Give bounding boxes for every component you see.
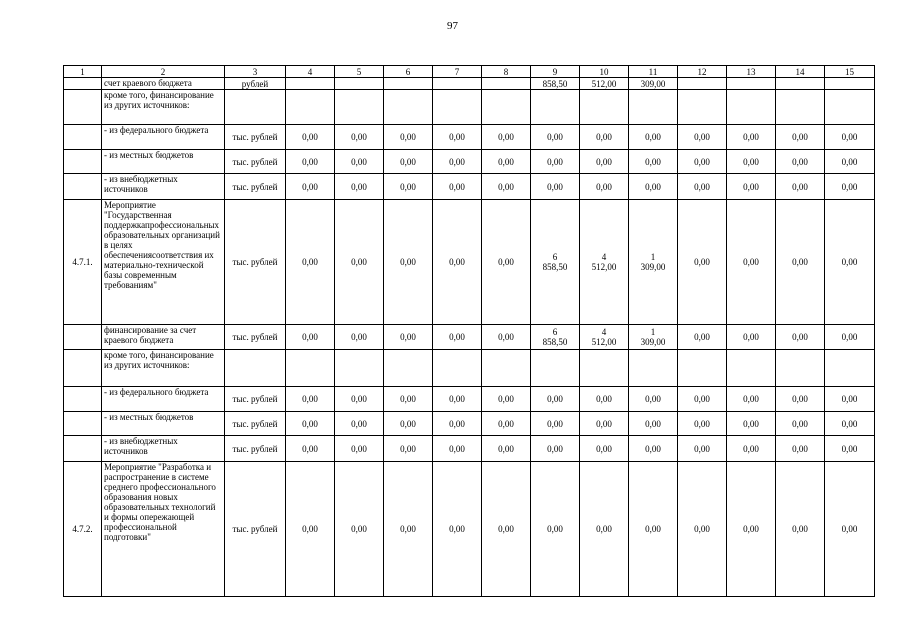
value-cell — [727, 90, 776, 125]
value-cell — [531, 350, 580, 387]
value-cell: 0,00 — [531, 125, 580, 150]
value-cell: 4 512,00 — [580, 325, 629, 350]
value-cell: 0,00 — [384, 200, 433, 325]
column-header: 4 — [286, 66, 335, 78]
row-code — [64, 350, 102, 387]
value-cell — [825, 90, 875, 125]
value-cell: 0,00 — [335, 412, 384, 436]
value-cell: 0,00 — [825, 125, 875, 150]
value-cell — [384, 78, 433, 90]
value-cell: 0,00 — [531, 412, 580, 436]
value-cell: 0,00 — [384, 436, 433, 462]
column-header: 14 — [776, 66, 825, 78]
value-cell: 0,00 — [482, 174, 531, 200]
table-row — [64, 125, 875, 150]
value-cell: 0,00 — [531, 387, 580, 412]
value-cell: 0,00 — [384, 325, 433, 350]
column-header: 13 — [727, 66, 776, 78]
row-name: - из федерального бюджета — [102, 387, 225, 412]
row-unit — [225, 90, 286, 125]
budget-table — [63, 65, 875, 597]
row-name: кроме того, финансирование из других источников: — [102, 350, 225, 387]
value-cell: 0,00 — [433, 150, 482, 174]
value-cell: 0,00 — [678, 412, 727, 436]
value-cell: 0,00 — [678, 436, 727, 462]
table-row — [64, 325, 875, 350]
column-header: 5 — [335, 66, 384, 78]
value-cell — [678, 350, 727, 387]
value-cell: 0,00 — [286, 436, 335, 462]
page-number: 97 — [447, 20, 458, 32]
value-cell: 0,00 — [678, 325, 727, 350]
row-name: - из федерального бюджета — [102, 125, 225, 150]
value-cell: 0,00 — [433, 462, 482, 597]
table-row — [64, 174, 875, 200]
value-cell: 0,00 — [727, 200, 776, 325]
value-cell: 0,00 — [678, 462, 727, 597]
row-code — [64, 436, 102, 462]
value-cell: 0,00 — [335, 200, 384, 325]
value-cell: 0,00 — [482, 325, 531, 350]
column-header: 2 — [102, 66, 225, 78]
value-cell: 0,00 — [776, 200, 825, 325]
value-cell: 0,00 — [825, 387, 875, 412]
value-cell — [825, 78, 875, 90]
table-row — [64, 78, 875, 90]
row-code — [64, 78, 102, 90]
value-cell — [482, 350, 531, 387]
table-row — [64, 436, 875, 462]
value-cell: 0,00 — [286, 150, 335, 174]
row-unit: тыс. рублей — [225, 436, 286, 462]
value-cell — [286, 90, 335, 125]
table-row — [64, 200, 875, 325]
row-unit — [225, 350, 286, 387]
column-header: 11 — [629, 66, 678, 78]
value-cell — [433, 90, 482, 125]
column-header: 1 — [64, 66, 102, 78]
value-cell: 0,00 — [727, 462, 776, 597]
row-name: - из местных бюджетов — [102, 412, 225, 436]
table-row — [64, 150, 875, 174]
row-unit: тыс. рублей — [225, 150, 286, 174]
table-row — [64, 387, 875, 412]
value-cell: 0,00 — [776, 436, 825, 462]
value-cell: 0,00 — [531, 150, 580, 174]
value-cell: 0,00 — [482, 436, 531, 462]
value-cell: 0,00 — [629, 412, 678, 436]
value-cell: 0,00 — [335, 462, 384, 597]
value-cell: 0,00 — [384, 387, 433, 412]
value-cell — [482, 78, 531, 90]
value-cell: 0,00 — [531, 462, 580, 597]
value-cell: 0,00 — [776, 412, 825, 436]
value-cell: 0,00 — [433, 412, 482, 436]
value-cell: 0,00 — [776, 387, 825, 412]
value-cell: 0,00 — [286, 174, 335, 200]
value-cell: 0,00 — [580, 150, 629, 174]
row-unit: тыс. рублей — [225, 412, 286, 436]
value-cell: 0,00 — [286, 200, 335, 325]
row-unit: рублей — [225, 78, 286, 90]
value-cell — [482, 90, 531, 125]
value-cell: 0,00 — [825, 150, 875, 174]
row-name: счет краевого бюджета — [102, 78, 225, 90]
value-cell — [433, 78, 482, 90]
value-cell: 0,00 — [286, 387, 335, 412]
table-row — [64, 90, 875, 125]
value-cell: 0,00 — [629, 462, 678, 597]
value-cell: 0,00 — [776, 150, 825, 174]
table-row — [64, 350, 875, 387]
value-cell: 309,00 — [629, 78, 678, 90]
value-cell: 0,00 — [825, 325, 875, 350]
row-name: - из внебюджетных источников — [102, 436, 225, 462]
value-cell: 0,00 — [482, 125, 531, 150]
row-code — [64, 90, 102, 125]
value-cell: 0,00 — [335, 387, 384, 412]
value-cell — [335, 90, 384, 125]
value-cell: 0,00 — [580, 387, 629, 412]
row-name: кроме того, финансирование из других источников: — [102, 90, 225, 125]
value-cell: 0,00 — [629, 436, 678, 462]
value-cell — [286, 78, 335, 90]
value-cell: 0,00 — [727, 325, 776, 350]
value-cell: 0,00 — [776, 325, 825, 350]
row-unit: тыс. рублей — [225, 200, 286, 325]
value-cell: 0,00 — [433, 125, 482, 150]
row-unit: тыс. рублей — [225, 462, 286, 597]
value-cell: 0,00 — [433, 387, 482, 412]
value-cell — [629, 350, 678, 387]
row-unit: тыс. рублей — [225, 325, 286, 350]
row-name: Мероприятие "Государственная поддержкапрофессиональных образовательных организаций в целях обеспечениясоответствия их материально-технической базы современным требованиям" — [102, 200, 225, 325]
value-cell: 0,00 — [727, 436, 776, 462]
value-cell: 0,00 — [531, 436, 580, 462]
value-cell: 0,00 — [678, 387, 727, 412]
table-row — [64, 462, 875, 597]
value-cell: 512,00 — [580, 78, 629, 90]
value-cell: 0,00 — [482, 200, 531, 325]
table-row — [64, 412, 875, 436]
value-cell: 0,00 — [482, 387, 531, 412]
value-cell: 0,00 — [678, 125, 727, 150]
value-cell: 0,00 — [776, 125, 825, 150]
value-cell: 858,50 — [531, 78, 580, 90]
value-cell: 0,00 — [335, 174, 384, 200]
value-cell — [776, 350, 825, 387]
value-cell: 0,00 — [580, 436, 629, 462]
value-cell — [678, 78, 727, 90]
row-name: финансирование за счет краевого бюджета — [102, 325, 225, 350]
value-cell: 0,00 — [580, 412, 629, 436]
row-name: - из местных бюджетов — [102, 150, 225, 174]
value-cell: 0,00 — [825, 436, 875, 462]
value-cell: 0,00 — [727, 412, 776, 436]
value-cell: 0,00 — [678, 150, 727, 174]
value-cell: 6 858,50 — [531, 200, 580, 325]
row-code — [64, 387, 102, 412]
value-cell: 0,00 — [335, 150, 384, 174]
value-cell: 0,00 — [727, 125, 776, 150]
column-header: 3 — [225, 66, 286, 78]
value-cell — [776, 78, 825, 90]
row-code — [64, 125, 102, 150]
value-cell: 0,00 — [580, 462, 629, 597]
row-code: 4.7.1. — [64, 200, 102, 325]
value-cell: 0,00 — [384, 174, 433, 200]
value-cell: 0,00 — [482, 462, 531, 597]
value-cell — [286, 350, 335, 387]
value-cell: 0,00 — [433, 325, 482, 350]
column-header: 9 — [531, 66, 580, 78]
value-cell: 0,00 — [678, 174, 727, 200]
value-cell — [384, 350, 433, 387]
value-cell: 0,00 — [825, 200, 875, 325]
column-header: 15 — [825, 66, 875, 78]
value-cell: 0,00 — [825, 174, 875, 200]
column-header: 12 — [678, 66, 727, 78]
row-name: - из внебюджетных источников — [102, 174, 225, 200]
value-cell — [531, 90, 580, 125]
value-cell — [384, 90, 433, 125]
value-cell: 0,00 — [727, 387, 776, 412]
row-code: 4.7.2. — [64, 462, 102, 597]
column-header: 7 — [433, 66, 482, 78]
header-row — [64, 66, 875, 78]
value-cell — [335, 78, 384, 90]
value-cell — [776, 90, 825, 125]
value-cell — [727, 78, 776, 90]
row-unit: тыс. рублей — [225, 387, 286, 412]
value-cell: 0,00 — [286, 412, 335, 436]
value-cell: 0,00 — [580, 174, 629, 200]
value-cell: 0,00 — [629, 125, 678, 150]
value-cell — [580, 90, 629, 125]
value-cell: 0,00 — [482, 150, 531, 174]
value-cell — [825, 350, 875, 387]
value-cell: 0,00 — [580, 125, 629, 150]
value-cell: 0,00 — [335, 325, 384, 350]
column-header: 6 — [384, 66, 433, 78]
value-cell — [678, 90, 727, 125]
value-cell: 0,00 — [825, 462, 875, 597]
value-cell — [580, 350, 629, 387]
value-cell: 4 512,00 — [580, 200, 629, 325]
value-cell: 1 309,00 — [629, 325, 678, 350]
value-cell: 0,00 — [776, 174, 825, 200]
value-cell — [629, 90, 678, 125]
value-cell: 0,00 — [776, 462, 825, 597]
value-cell: 0,00 — [286, 325, 335, 350]
row-code — [64, 174, 102, 200]
row-unit: тыс. рублей — [225, 125, 286, 150]
value-cell: 1 309,00 — [629, 200, 678, 325]
value-cell: 0,00 — [531, 174, 580, 200]
value-cell: 0,00 — [825, 412, 875, 436]
value-cell: 0,00 — [433, 200, 482, 325]
value-cell: 0,00 — [335, 436, 384, 462]
row-name: Мероприятие "Разработка и распространение в системе среднего профессионального образования новых образовательных технологий и формы опережающей профессиональной подготовки" — [102, 462, 225, 597]
value-cell — [433, 350, 482, 387]
value-cell: 0,00 — [433, 436, 482, 462]
value-cell — [335, 350, 384, 387]
value-cell: 0,00 — [286, 462, 335, 597]
column-header: 8 — [482, 66, 531, 78]
value-cell: 0,00 — [286, 125, 335, 150]
value-cell: 0,00 — [384, 412, 433, 436]
value-cell: 0,00 — [629, 150, 678, 174]
row-unit: тыс. рублей — [225, 174, 286, 200]
column-header: 10 — [580, 66, 629, 78]
value-cell: 0,00 — [727, 174, 776, 200]
row-code — [64, 325, 102, 350]
row-code — [64, 412, 102, 436]
value-cell — [727, 350, 776, 387]
value-cell: 0,00 — [482, 412, 531, 436]
value-cell: 0,00 — [433, 174, 482, 200]
row-code — [64, 150, 102, 174]
value-cell: 0,00 — [384, 462, 433, 597]
value-cell: 0,00 — [384, 150, 433, 174]
value-cell: 0,00 — [629, 387, 678, 412]
value-cell: 0,00 — [384, 125, 433, 150]
value-cell: 0,00 — [727, 150, 776, 174]
value-cell: 0,00 — [629, 174, 678, 200]
value-cell: 0,00 — [678, 200, 727, 325]
value-cell: 6 858,50 — [531, 325, 580, 350]
value-cell: 0,00 — [335, 125, 384, 150]
